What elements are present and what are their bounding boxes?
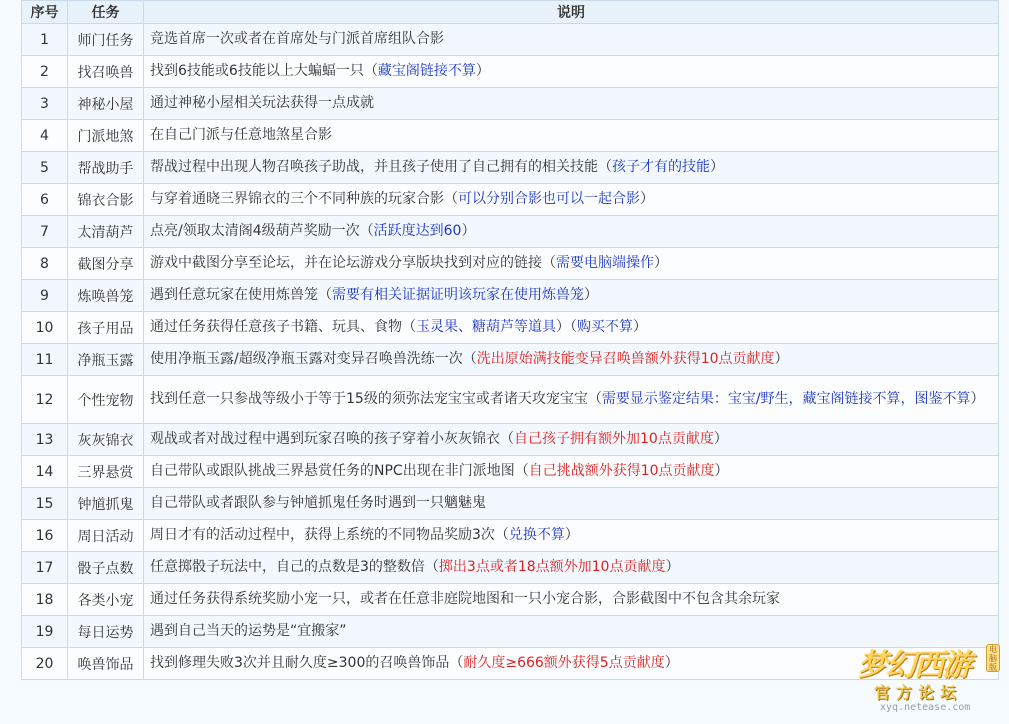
- row-number: 11: [22, 344, 68, 376]
- table-row: [22, 216, 999, 248]
- table-row: [22, 376, 999, 424]
- paren-close: ）: [665, 559, 680, 575]
- paren-close: ）: [710, 159, 724, 175]
- description-note: 自己挑战额外获得10点贡献度: [528, 463, 715, 479]
- paren-close: ）: [461, 223, 476, 239]
- description-note: 玉灵果、糖葫芦等道具: [416, 319, 556, 335]
- description-text: 找到任意一只参战等级小于等于15级的须弥法宠宝宝或者诸天攻宠宝宝: [150, 391, 588, 407]
- row-number: 6: [22, 184, 68, 216]
- table-row: [22, 456, 999, 488]
- task-table: [21, 0, 999, 680]
- description-text: 周日才有的活动过程中，获得上系统的不同物品奖励3次: [150, 527, 495, 543]
- paren-open: （: [462, 351, 477, 367]
- paren-open: （: [587, 391, 602, 407]
- description-note: 需要有相关证据证明该玩家在使用炼兽笼: [332, 287, 584, 303]
- description-text: 与穿着通晓三界锦衣的三个不同种族的玩家合影: [150, 191, 444, 207]
- description-text: 游戏中截图分享至论坛，并在论坛游戏分享版块找到对应的链接: [150, 255, 542, 271]
- watermark-title: 梦幻西游: [858, 648, 970, 683]
- table-row: [22, 584, 999, 616]
- task-description: [144, 312, 999, 344]
- header-no: 序号: [22, 1, 68, 24]
- paren-open: （: [363, 63, 378, 79]
- paren-open: （: [449, 655, 464, 671]
- task-description: [144, 456, 999, 488]
- task-name: 神秘小屋: [68, 88, 144, 120]
- description-note: 兑换不算: [508, 527, 565, 543]
- description-text: 找到6技能或6技能以上大蝙蝠一只: [150, 63, 364, 79]
- row-number: 18: [22, 584, 68, 616]
- task-name: 周日活动: [68, 520, 144, 552]
- task-name: 太清葫芦: [68, 216, 144, 248]
- paren-open: （: [359, 223, 374, 239]
- task-description: [144, 184, 999, 216]
- row-number: 13: [22, 424, 68, 456]
- description-text: 自己带队或跟队挑战三界悬赏任务的NPC出现在非门派地图: [150, 463, 515, 479]
- table-row: [22, 88, 999, 120]
- task-description: [144, 56, 999, 88]
- task-name: 灰灰锦衣: [68, 424, 144, 456]
- row-number: 4: [22, 120, 68, 152]
- paren-open: （: [514, 463, 529, 479]
- task-name: 骰子点数: [68, 552, 144, 584]
- task-name: 钟馗抓鬼: [68, 488, 144, 520]
- task-description: [144, 552, 999, 584]
- row-number: 17: [22, 552, 68, 584]
- table-row: [22, 344, 999, 376]
- row-number: 2: [22, 56, 68, 88]
- paren-open: （: [570, 319, 577, 335]
- paren-open: （: [542, 255, 556, 271]
- description-note: 需要电脑端操作: [556, 255, 654, 271]
- paren-close: ）: [664, 655, 679, 671]
- header-desc: 说明: [144, 1, 999, 24]
- description-text: 点亮/领取太清阁4级葫芦奖励一次: [150, 223, 360, 239]
- task-description: [144, 584, 999, 616]
- watermark-url: xyq.netease.com: [880, 702, 971, 713]
- row-number: 19: [22, 616, 68, 648]
- task-description: [144, 152, 999, 184]
- table-row: [22, 248, 999, 280]
- table-row: [22, 488, 999, 520]
- table-body: [22, 24, 999, 680]
- paren-close: ）: [633, 319, 647, 335]
- description-note: 可以分别合影也可以一起合影: [458, 191, 640, 207]
- row-number: 12: [22, 376, 68, 424]
- task-description: [144, 488, 999, 520]
- description-text: 使用净瓶玉露/超级净瓶玉露对变异召唤兽洗练一次: [150, 351, 463, 367]
- paren-close: ）: [713, 431, 728, 447]
- watermark-subtitle: 官方论坛: [874, 683, 963, 702]
- row-number: 8: [22, 248, 68, 280]
- table-row: [22, 280, 999, 312]
- description-text: 找到修理失败3次并且耐久度≥300的召唤兽饰品: [150, 655, 450, 671]
- description-text: 通过神秘小屋相关玩法获得一点成就: [150, 95, 374, 111]
- table-row: [22, 424, 999, 456]
- paren-open: （: [598, 159, 612, 175]
- task-description: [144, 424, 999, 456]
- description-text: 任意掷骰子玩法中，自己的点数是3的整数倍: [150, 559, 425, 575]
- paren-open: （: [500, 431, 514, 447]
- task-name: 门派地煞: [68, 120, 144, 152]
- description-note: 自己孩子拥有额外加10点贡献度: [514, 431, 714, 447]
- task-description: [144, 24, 999, 56]
- paren-close: ）: [584, 287, 598, 303]
- task-name: 唤兽饰品: [68, 648, 144, 680]
- task-name: 师门任务: [68, 24, 144, 56]
- description-text: 遇到自己当天的运势是“宜搬家”: [150, 623, 347, 639]
- paren-open: （: [402, 319, 416, 335]
- table-row: [22, 184, 999, 216]
- row-number: 20: [22, 648, 68, 680]
- task-name: 锦衣合影: [68, 184, 144, 216]
- table-row: [22, 120, 999, 152]
- paren-open: （: [444, 191, 458, 207]
- description-text: 通过任务获得系统奖励小宠一只，或者在任意非庭院地图和一只小宠合影，合影截图中不包含其余玩家: [150, 591, 780, 607]
- task-name: 每日运势: [68, 616, 144, 648]
- description-text: 自己带队或者跟队参与钟馗抓鬼任务时遇到一只魑魅鬼: [150, 495, 486, 511]
- paren-close: ）: [556, 319, 570, 335]
- task-name: 个性宠物: [68, 376, 144, 424]
- paren-close: ）: [714, 463, 729, 479]
- task-name: 三界悬赏: [68, 456, 144, 488]
- task-description: [144, 120, 999, 152]
- row-number: 5: [22, 152, 68, 184]
- table-row: [22, 152, 999, 184]
- task-description: [144, 520, 999, 552]
- table-row: [22, 520, 999, 552]
- table-row: [22, 24, 999, 56]
- description-note: 掷出3点或者18点额外加10点贡献度: [438, 559, 666, 575]
- description-note: 孩子才有的技能: [612, 159, 710, 175]
- task-name: 炼唤兽笼: [68, 280, 144, 312]
- description-text: 通过任务获得任意孩子书籍、玩具、食物: [150, 319, 402, 335]
- paren-close: ）: [475, 63, 490, 79]
- task-name: 净瓶玉露: [68, 344, 144, 376]
- paren-open: （: [494, 527, 509, 543]
- table-row: [22, 312, 999, 344]
- row-number: 9: [22, 280, 68, 312]
- row-number: 16: [22, 520, 68, 552]
- table-row: [22, 56, 999, 88]
- row-number: 15: [22, 488, 68, 520]
- task-name: 孩子用品: [68, 312, 144, 344]
- description-text: 观战或者对战过程中遇到玩家召唤的孩子穿着小灰灰锦衣: [150, 431, 500, 447]
- description-extra-note: 购买不算: [577, 319, 633, 335]
- description-note: 需要显示鉴定结果：宝宝/野生，藏宝阁链接不算，图鉴不算: [601, 391, 971, 407]
- paren-open: （: [424, 559, 439, 575]
- paren-close: ）: [774, 351, 789, 367]
- description-note: 藏宝阁链接不算: [377, 63, 476, 79]
- task-description: [144, 248, 999, 280]
- row-number: 1: [22, 24, 68, 56]
- task-description: [144, 88, 999, 120]
- row-number: 7: [22, 216, 68, 248]
- task-name: 帮战助手: [68, 152, 144, 184]
- watermark-badge: 电脑版: [986, 644, 1000, 672]
- description-text: 竞选首席一次或者在首席处与门派首席组队合影: [150, 31, 444, 47]
- description-note: 活跃度达到60: [373, 223, 462, 239]
- description-text: 在自己门派与任意地煞星合影: [150, 127, 332, 143]
- task-description: [144, 376, 999, 424]
- paren-close: ）: [970, 391, 985, 407]
- task-description: [144, 344, 999, 376]
- header-task: 任务: [68, 1, 144, 24]
- description-text: 遇到任意玩家在使用炼兽笼: [150, 287, 318, 303]
- forum-watermark-logo: [852, 636, 1002, 720]
- description-note: 洗出原始满技能变异召唤兽额外获得10点贡献度: [476, 351, 775, 367]
- paren-open: （: [318, 287, 332, 303]
- description-note: 耐久度≥666额外获得5点贡献度: [463, 655, 665, 671]
- table-row: [22, 552, 999, 584]
- row-number: 3: [22, 88, 68, 120]
- table-header-row: [22, 1, 999, 24]
- paren-close: ）: [654, 255, 668, 271]
- row-number: 14: [22, 456, 68, 488]
- description-text: 帮战过程中出现人物召唤孩子助战，并且孩子使用了自己拥有的相关技能: [150, 159, 598, 175]
- paren-close: ）: [564, 527, 579, 543]
- task-name: 找召唤兽: [68, 56, 144, 88]
- paren-close: ）: [640, 191, 654, 207]
- task-name: 各类小宠: [68, 584, 144, 616]
- task-description: [144, 280, 999, 312]
- task-name: 截图分享: [68, 248, 144, 280]
- task-description: [144, 216, 999, 248]
- row-number: 10: [22, 312, 68, 344]
